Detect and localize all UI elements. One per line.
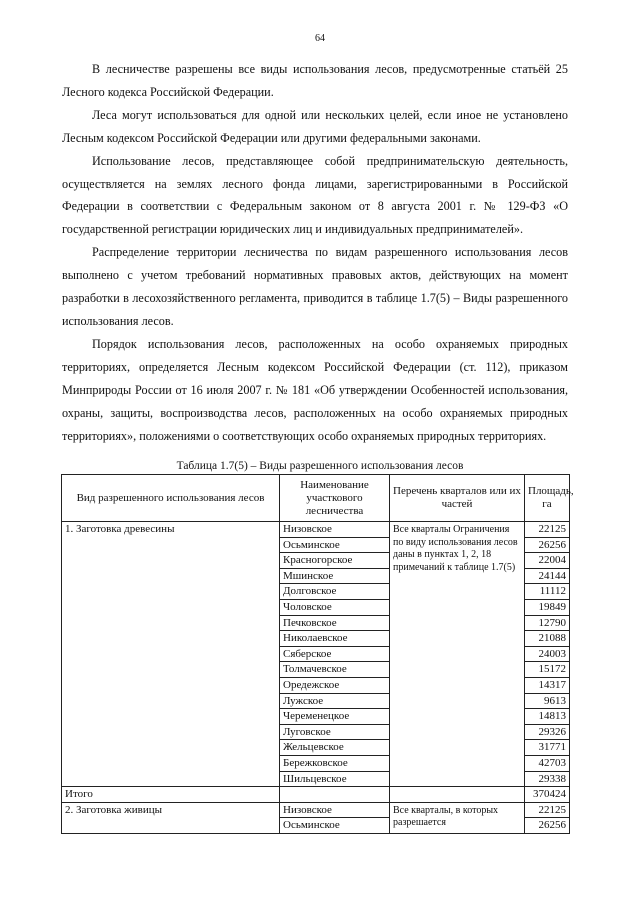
quarters-cell: Все кварталы Ограничения по виду использования лесов даны в пунктах 1, 2, 18 примечаний к таблице 1.7(5)	[390, 522, 525, 787]
forestry-name-cell: Красногорское	[280, 553, 390, 569]
area-cell: 29326	[525, 724, 570, 740]
total-label: Итого	[62, 787, 280, 803]
forestry-name-cell: Толмачевское	[280, 662, 390, 678]
table-row	[62, 802, 570, 818]
page-number: 64	[315, 33, 325, 44]
forestry-name-cell: Сяберское	[280, 646, 390, 662]
forestry-name-cell: Бережковское	[280, 755, 390, 771]
area-cell: 14813	[525, 709, 570, 725]
table-row	[62, 522, 570, 538]
forestry-name-cell: Череменецкое	[280, 709, 390, 725]
forest-use-table	[61, 474, 574, 834]
paragraph: Порядок использования лесов, расположенных на особо охраняемых природных территориях, определяется Лесным кодексом Российской Федерации (ст. 112), приказом Минприроды России от 16 июля 2007 г. № 181 «Об утверждении Особенностей использования, охраны, защиты, воспроизводства лесов, расположенных на особо охраняемых природных территориях», положениями о соответствующих особо охраняемых природных территориях.	[62, 336, 568, 443]
area-cell: 19849	[525, 599, 570, 615]
header-area: Площадь, га	[525, 475, 570, 522]
table-header-row	[62, 475, 570, 522]
forestry-name-cell: Чоловское	[280, 599, 390, 615]
forestry-name-cell: Шильцевское	[280, 771, 390, 787]
total-row	[62, 787, 570, 803]
paragraph: Распределение территории лесничества по видам разрешенного использования лесов выполнено с учетом требований нормативных правовых актов, действующих на момент разработки в лесохозяйственного регламента, приводится в таблице 1.7(5) – Виды разрешенного использования лесов.	[62, 245, 568, 328]
paragraph: Использование лесов, представляющее собой предпринимательскую деятельность, осуществляется на землях лесного фонда лицами, зарегистрированными в Российской Федерации в соответствии с Федеральным законом от 8 августа 2001 г. № 129-ФЗ «О государственной регистрации юридических лиц и индивидуальных предпринимателей».	[62, 153, 568, 237]
forestry-name-cell: Жельцевское	[280, 740, 390, 756]
area-cell: 26256	[525, 537, 570, 553]
area-cell: 22004	[525, 553, 570, 569]
forestry-name-cell: Низовское	[280, 522, 390, 538]
forestry-name-cell: Оредежское	[280, 677, 390, 693]
body-text	[62, 58, 568, 447]
forestry-name-cell: Низовское	[280, 802, 390, 818]
paragraph: Леса могут использоваться для одной или нескольких целей, если иное не установлено Лесным кодексом Российской Федерации или другими федеральными законами.	[62, 107, 568, 145]
area-cell: 31771	[525, 740, 570, 756]
empty-cell	[390, 787, 525, 803]
forestry-name-cell: Осьминское	[280, 537, 390, 553]
forestry-name-cell: Долговское	[280, 584, 390, 600]
forestry-name-cell: Николаевское	[280, 631, 390, 647]
forestry-name-cell: Лужское	[280, 693, 390, 709]
forestry-name-cell: Осьминское	[280, 818, 390, 834]
quarters-cell: Все кварталы, в которых разрешается	[390, 802, 525, 833]
total-value: 370424	[525, 787, 570, 803]
use-type-cell: 1. Заготовка древесины	[62, 522, 280, 787]
area-cell: 12790	[525, 615, 570, 631]
area-cell: 42703	[525, 755, 570, 771]
header-forestry-name: Наименование участкового лесничества	[280, 475, 390, 522]
area-cell: 26256	[525, 818, 570, 834]
area-cell: 24003	[525, 646, 570, 662]
area-cell: 22125	[525, 522, 570, 538]
area-cell: 22125	[525, 802, 570, 818]
use-type-cell: 2. Заготовка живицы	[62, 802, 280, 833]
empty-cell	[280, 787, 390, 803]
area-cell: 9613	[525, 693, 570, 709]
area-cell: 11112	[525, 584, 570, 600]
forestry-name-cell: Мшинское	[280, 568, 390, 584]
header-use-type: Вид разрешенного использования лесов	[62, 475, 280, 522]
forestry-name-cell: Луговское	[280, 724, 390, 740]
area-cell: 24144	[525, 568, 570, 584]
area-cell: 14317	[525, 677, 570, 693]
forestry-name-cell: Печковское	[280, 615, 390, 631]
area-cell: 29338	[525, 771, 570, 787]
paragraph: В лесничестве разрешены все виды использования лесов, предусмотренные статьёй 25 Лесного кодекса Российской Федерации.	[62, 62, 568, 99]
area-cell: 21088	[525, 631, 570, 647]
table-caption: Таблица 1.7(5) – Виды разрешенного использования лесов	[176, 460, 464, 472]
header-quarters: Перечень кварталов или их частей	[390, 475, 525, 522]
area-cell: 15172	[525, 662, 570, 678]
